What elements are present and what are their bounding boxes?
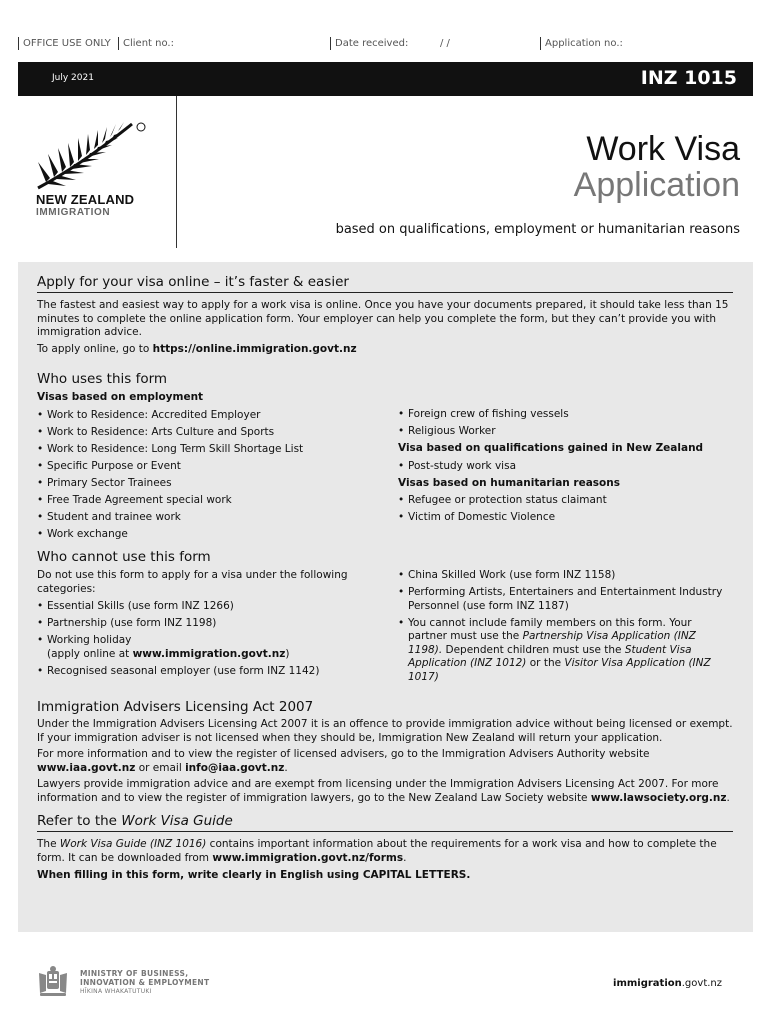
list-item: • Performing Artists, Entertainers and Entertainment Industry Personnel (use form INZ 1187) — [398, 586, 733, 613]
list-item: • Victim of Domestic Violence — [398, 511, 733, 525]
list-item: • Essential Skills (use form INZ 1266) — [37, 600, 357, 614]
iaa-website-link[interactable]: www.iaa.govt.nz — [37, 761, 136, 774]
capital-letters-instruction: When filling in this form, write clearly in English using CAPITAL LETTERS. — [37, 869, 471, 881]
advisers-p3 — [37, 778, 733, 805]
mbie-text — [80, 969, 209, 996]
who-cannot-right-list — [398, 569, 733, 684]
guide-p1 — [37, 838, 733, 865]
qualifications-list — [398, 460, 733, 474]
list-item: • Recognised seasonal employer (use form INZ 1142) — [37, 665, 357, 679]
list-item: • Work to Residence: Long Term Skill Shortage List — [37, 443, 387, 457]
list-item: • Work to Residence: Arts Culture and Sports — [37, 426, 387, 440]
list-item — [398, 617, 733, 685]
client-no-field[interactable]: Client no.: — [118, 37, 174, 50]
advisers-p3-text: Lawyers provide immigration advice and are exempt from licensing under the Immigration Advisers Licensing Act 2007. For more information and to view the register of immigration lawyers, go to the New Zealand Law Society website — [37, 778, 719, 804]
apply-online-heading: Apply for your visa online – it’s faster & easier — [37, 274, 733, 293]
who-uses-heading: Who uses this form — [37, 371, 168, 387]
apply-online-body: The fastest and easiest way to apply for a work visa is online. Once you have your documents prepared, it should take less than 15 minutes to complete the online application form. Your employer can help you complete the form, but they can’t provide you with immigration advice. — [37, 299, 729, 338]
humanitarian-list — [398, 494, 733, 525]
application-no-field[interactable]: Application no.: — [540, 37, 623, 50]
humanitarian-heading: Visas based on humanitarian reasons — [398, 476, 620, 489]
who-cannot-heading: Who cannot use this form — [37, 549, 211, 565]
immigration-website-link[interactable]: www.immigration.govt.nz — [132, 647, 286, 660]
family-text: or the — [526, 657, 565, 669]
who-cannot-left-list — [37, 600, 357, 678]
page-subtitle: based on qualifications, employment or humanitarian reasons — [335, 222, 740, 237]
partnership-form-ref: Partnership Visa Application (INZ 1198). — [408, 630, 696, 656]
mbie-line1: MINISTRY OF BUSINESS, — [80, 969, 189, 978]
list-item: • Religious Worker — [398, 425, 733, 439]
list-item: • Work to Residence: Accredited Employer — [37, 409, 387, 423]
working-holiday-label: Working holiday — [47, 634, 132, 646]
guide-form-ref: Work Visa Guide (INZ 1016) — [59, 838, 207, 850]
who-uses-right — [398, 408, 733, 528]
list-item: • Work exchange — [37, 528, 387, 542]
list-item: • Free Trade Agreement special work — [37, 494, 387, 508]
mbie-logo — [36, 965, 236, 1005]
guide-p1-end: . — [403, 851, 407, 864]
list-item — [37, 634, 357, 661]
working-holiday-prefix: (apply online at — [47, 647, 133, 660]
footer-url-bold: immigration — [613, 978, 682, 989]
employment-list — [37, 409, 387, 542]
iaa-email-link[interactable]: info@iaa.govt.nz — [185, 761, 285, 774]
list-item: • Student and trainee work — [37, 511, 387, 525]
qualifications-heading: Visa based on qualifications gained in New Zealand — [398, 442, 704, 454]
form-code: INZ 1015 — [640, 67, 737, 89]
header-divider — [176, 96, 177, 248]
list-item: • Specific Purpose or Event — [37, 460, 387, 474]
list-item: • Post-study work visa — [398, 460, 733, 474]
mbie-line3: HĪKINA WHAKATUTUKI — [80, 988, 152, 995]
who-uses-left — [37, 391, 387, 545]
advisers-p1: Under the Immigration Advisers Licensing Act 2007 it is an offence to provide immigration advice without being licensed or exempt. If your immigration adviser is not licensed when they should be, Immigration New Zealand will return your application. — [37, 718, 733, 744]
header-bar — [18, 62, 753, 96]
advisers-p2-text: For more information and to view the register of licensed advisers, go to the Immigration Advisers Authority website — [37, 748, 650, 760]
list-item: • Partnership (use form INZ 1198) — [37, 617, 357, 631]
form-date: July 2021 — [52, 73, 94, 83]
list-item: • Foreign crew of fishing vessels — [398, 408, 733, 422]
advisers-p3-end: . — [726, 791, 730, 804]
employment-heading: Visas based on employment — [37, 391, 204, 403]
advisers-heading: Immigration Advisers Licensing Act 2007 — [37, 699, 314, 715]
footer-url-rest: .govt.nz — [681, 978, 722, 989]
employment-list-continued — [398, 408, 733, 439]
logo-immigration: IMMIGRATION — [36, 207, 111, 218]
guide-heading-title: Work Visa Guide — [121, 813, 233, 829]
office-use-strip — [18, 37, 753, 51]
who-cannot-right — [398, 569, 733, 688]
page-title-secondary: Application — [573, 166, 740, 204]
advisers-p2-end: . — [284, 761, 288, 774]
family-text: You cannot include family members on this form. Your partner must use the — [408, 616, 692, 642]
office-use-only-label: OFFICE USE ONLY — [18, 37, 111, 50]
mbie-line2: INNOVATION & EMPLOYMENT — [80, 978, 210, 987]
who-cannot-left — [37, 569, 357, 682]
who-uses-columns — [37, 391, 733, 543]
working-holiday-suffix: ) — [285, 647, 290, 660]
law-society-link[interactable]: www.lawsociety.org.nz — [590, 791, 727, 804]
student-form-ref: Student Visa Application (INZ 1012) — [408, 643, 692, 669]
list-item: • Refugee or protection status claimant — [398, 494, 733, 508]
info-panel — [18, 262, 753, 932]
who-cannot-columns — [37, 569, 733, 693]
footer-website-link[interactable] — [613, 978, 722, 989]
visitor-form-ref: Visitor Visa Application (INZ 1017) — [408, 657, 711, 683]
apply-online-link-line — [37, 343, 733, 357]
guide-p1-prefix: The — [37, 838, 60, 850]
date-slashes: / / — [440, 38, 450, 49]
nz-immigration-logo — [36, 118, 156, 218]
list-item: • China Skilled Work (use form INZ 1158) — [398, 569, 733, 583]
forms-download-link[interactable]: www.immigration.govt.nz/forms — [212, 851, 404, 864]
guide-p1-text: contains important information about the requirements for a work visa and how to complete the form. It can be downloaded from — [37, 838, 717, 864]
logo-new-zealand: NEW ZEALAND — [36, 192, 135, 207]
coat-of-arms-icon — [36, 965, 70, 999]
guide-heading — [37, 813, 733, 832]
online-application-link[interactable]: https://online.immigration.govt.nz — [152, 342, 357, 355]
family-text: Dependent children must use the — [442, 643, 625, 656]
page-title: Work Visa — [586, 130, 740, 168]
date-received-field[interactable]: Date received: — [330, 37, 408, 50]
advisers-p2 — [37, 748, 733, 775]
guide-heading-prefix: Refer to the — [37, 813, 122, 829]
advisers-p2-mid: or email — [135, 761, 186, 774]
who-cannot-intro: Do not use this form to apply for a visa under the following categories: — [37, 569, 348, 595]
list-item: • Primary Sector Trainees — [37, 477, 387, 491]
silver-fern-icon — [36, 118, 148, 190]
apply-online-prefix: To apply online, go to — [37, 342, 153, 355]
